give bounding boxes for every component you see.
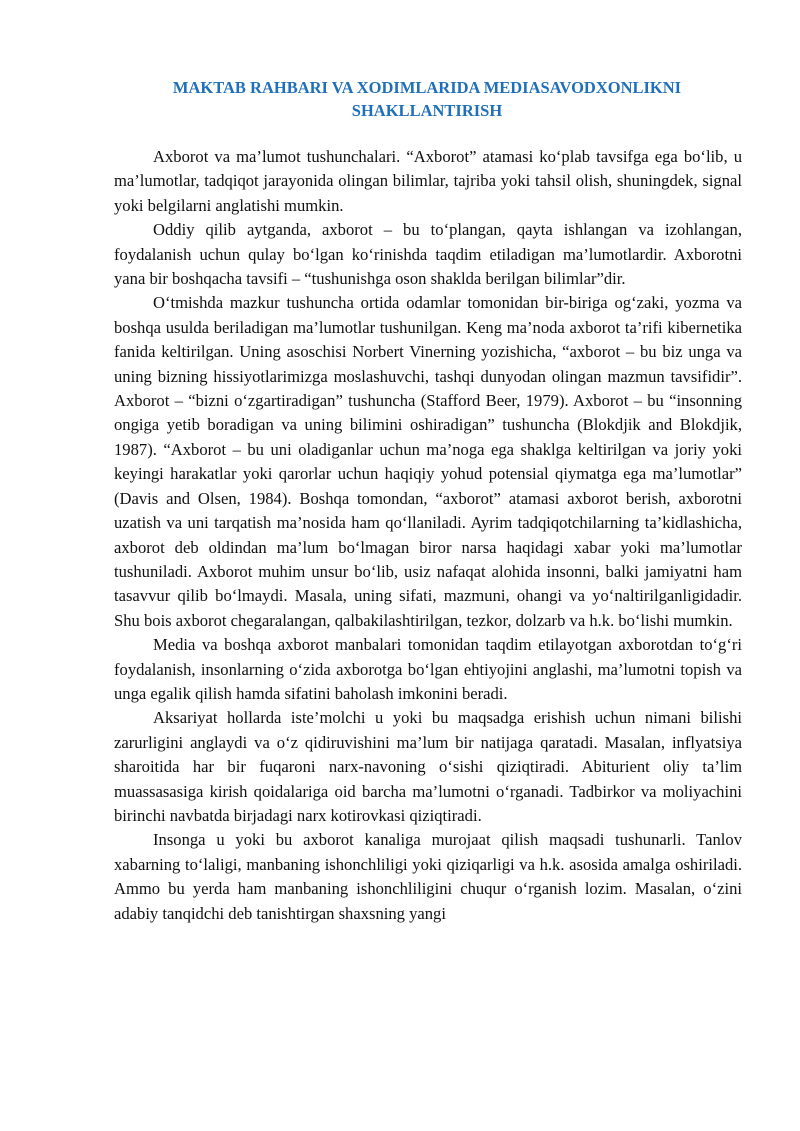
paragraph: Axborot va ma’lumot tushunchalari. “Axborot” atamasi ko‘plab tavsifga ega bo‘lib, u ma’lumotlar, tadqiqot jarayonida olingan bilimlar, tajriba yoki tahsil olish, shuningdek, signal yoki belgilarni anglatishi mumkin. [114,147,742,215]
paragraph: O‘tmishda mazkur tushuncha ortida odamlar tomonidan bir-biriga og‘zaki, yozma va boshqa usulda beriladigan ma’lumotlar tushunilgan. Keng ma’noda axborot ta’rifi kibernetika fanida keltirilgan. Uning asoschisi Norbert Vinerning yozishicha, “axborot – bu biz unga va uning bizning hissiyotlarimizga moslashuvchi, tashqi dunyodan olingan mazmun tavsifidir”. Axborot – “bizni o‘zgartiradigan” tushuncha (Stafford Beer, 1979). Axborot – bu “insonning ongiga yetib boradigan va uning bilimini oshiradigan” tushuncha (Blokdjik and Blokdjik, 1987). “Axborot – bu uni oladiganlar uchun ma’noga ega shaklga keltirilgan va joriy yoki keyingi harakatlar yoki qarorlar uchun haqiqiy yohud potensial qiymatga ega ma’lumotlar” (Davis and Olsen, 1984). Boshqa tomondan, “axborot” atamasi axborot berish, axborotni uzatish va uni tarqatish ma’nosida ham qo‘llaniladi. Ayrim tadqiqotchilarning ta’kidlashicha, axborot deb oldindan ma’lum bo‘lmagan biror narsa haqidagi xabar yoki ma’lumotlar tushuniladi. Axborot muhim unsur bo‘lib, usiz nafaqat alohida insonni, balki jamiyatni ham tasavvur qilib bo‘lmaydi. Masala, uning sifati, mazmuni, ohangi va yo‘naltirilganligidadir. Shu bois axborot chegaralangan, qalbakilashtirilgan, tezkor, dolzarb va h.k. bo‘lishi mumkin. [114,293,742,630]
paragraph: Insonga u yoki bu axborot kanaliga murojaat qilish maqsadi tushunarli. Tanlov xabarning to‘laligi, manbaning ishonchliligi yoki qiziqarligi va h.k. asosida amalga oshiriladi. Ammo bu yerda ham manbaning ishonchliligini chuqur o‘rganish lozim. Masalan, o‘zini adabiy tanqidchi deb tanishtirgan shaxsning yangi [114,830,742,923]
paragraph: Oddiy qilib aytganda, axborot – bu to‘plangan, qayta ishlangan va izohlangan, foydalanish uchun qulay bo‘lgan ko‘rinishda taqdim etiladigan ma’lumotlardir. Axborotni yana bir boshqacha tavsifi – “tushunishga oson shaklda berilgan bilimlar”dir. [114,220,742,289]
document-body [114,145,742,926]
paragraph: Media va boshqa axborot manbalari tomonidan taqdim etilayotgan axborotdan to‘g‘ri foydalanish, insonlarning o‘zida axborotga bo‘lgan ehtiyojini anglashi, ma’lumotni topish va unga egalik qilish hamda sifatini baholash imkonini beradi. [114,635,742,703]
page-title: MAKTAB RAHBARI VA XODIMLARIDA MEDIASAVODXONLIKNI SHAKLLANTIRISH [172,78,682,120]
paragraph: Aksariyat hollarda iste’molchi u yoki bu maqsadga erishish uchun nimani bilishi zarurligini anglaydi va o‘z qidiruvishini ma’lum bir natijaga qaratadi. Masalan, inflyatsiya sharoitida har bir fuqaroni narx-navoning o‘sishi qiziqtiradi. Abiturient oliy ta’lim muassasasiga kirish qoidalariga oid barcha ma’lumotni o‘rganadi. Tadbirkor va moliyachini birinchi navbatda birjadagi narx kotirovkasi qiziqtiradi. [114,708,742,825]
